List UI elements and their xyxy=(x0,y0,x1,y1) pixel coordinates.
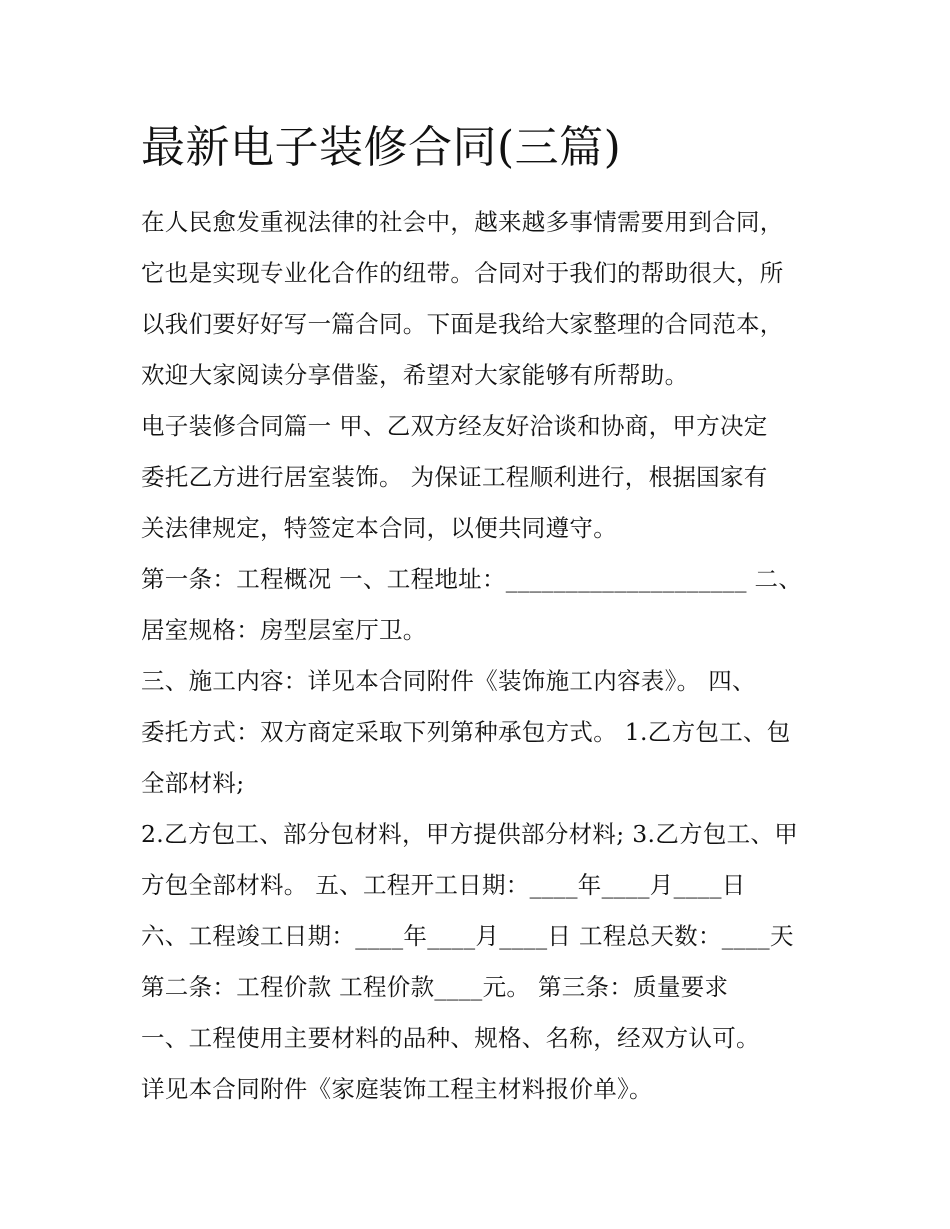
body-line: 第二条：工程价款 工程价款____元。 第三条：质量要求 xyxy=(141,973,729,1001)
body-line: 委托乙方进行居室装饰。 为保证工程顺利进行，根据国家有 xyxy=(141,463,768,491)
body-line: 电子装修合同篇一 甲、乙双方经友好洽谈和协商，甲方决定 xyxy=(141,412,768,440)
body-line: 关法律规定，特签定本合同，以便共同遵守。 xyxy=(141,514,617,542)
body-line: 第一条：工程概况 一、工程地址：____________________ 二、 xyxy=(141,565,803,593)
body-line: 在人民愈发重视法律的社会中，越来越多事情需要用到合同， xyxy=(141,208,784,236)
body-line: 居室规格：房型层室厅卫。 xyxy=(141,616,427,644)
body-line: 它也是实现专业化合作的纽带。合同对于我们的帮助很大，所 xyxy=(141,259,784,287)
body-line: 2.乙方包工、部分包材料，甲方提供部分材料; 3.乙方包工、甲 xyxy=(141,820,799,848)
body-line: 以我们要好好写一篇合同。下面是我给大家整理的合同范本， xyxy=(141,310,784,338)
body-line: 六、工程竣工日期：____年____月____日 工程总天数：____天 xyxy=(141,922,794,950)
body-line: 详见本合同附件《家庭装饰工程主材料报价单》。 xyxy=(141,1075,653,1103)
document-title: 最新电子装修合同(三篇) xyxy=(141,122,622,173)
body-line: 方包全部材料。 五、工程开工日期：____年____月____日 xyxy=(141,871,746,899)
body-line: 欢迎大家阅读分享借鉴，希望对大家能够有所帮助。 xyxy=(141,361,689,389)
body-line: 一、工程使用主要材料的品种、规格、名称，经双方认可。 xyxy=(141,1024,760,1052)
body-line: 全部材料; xyxy=(141,769,245,797)
body-line: 三、施工内容：详见本合同附件《装饰施工内容表》。 四、 xyxy=(141,667,756,695)
body-line: 委托方式：双方商定采取下列第种承包方式。 1.乙方包工、包 xyxy=(141,718,791,746)
